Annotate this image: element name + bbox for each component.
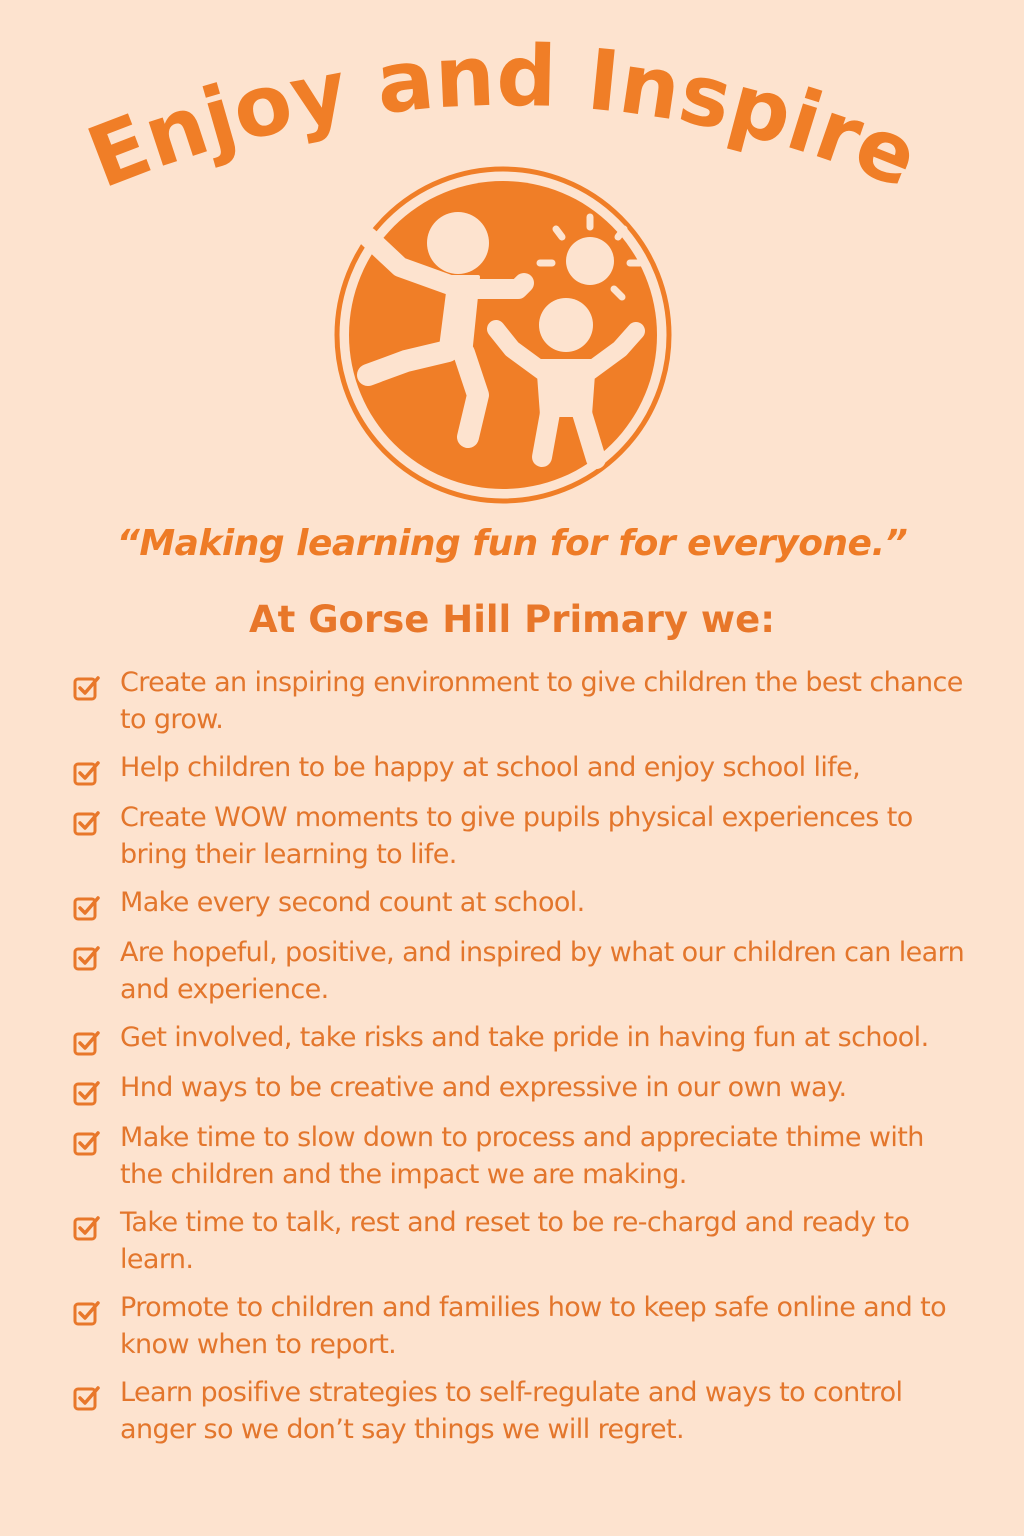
list-item-text: Get involved, take risks and take pride in having fun at school. bbox=[120, 1022, 929, 1053]
checkbox-check-icon bbox=[72, 1128, 102, 1158]
list-item bbox=[72, 664, 972, 738]
tagline: “Making learning fun for for everyone.” bbox=[116, 523, 908, 564]
checkbox-check-icon bbox=[72, 943, 102, 973]
list-item-text: Help children to be happy at school and enjoy school life, bbox=[120, 752, 861, 783]
checkbox-check-icon bbox=[72, 758, 102, 788]
checkbox-check-icon bbox=[72, 893, 102, 923]
list-item-text: Create WOW moments to give pupils physical experiences to bring their learning to life. bbox=[120, 802, 913, 870]
checkbox-check-icon bbox=[72, 1078, 102, 1108]
list-item-text: Make every second count at school. bbox=[120, 887, 585, 918]
list-item-text: Are hopeful, positive, and inspired by what our children can learn and experience. bbox=[120, 937, 965, 1005]
list-heading: At Gorse Hill Primary we: bbox=[248, 598, 776, 641]
list-item-text: Take time to talk, rest and reset to be re-chargd and ready to learn. bbox=[120, 1207, 910, 1275]
list-item bbox=[72, 884, 972, 923]
list-item-text: Promote to children and families how to keep safe online and to know when to report. bbox=[120, 1292, 947, 1360]
list-item bbox=[72, 1069, 972, 1108]
list-item-text: Learn posifive strategies to self-regulate and ways to control anger so we don’t say things we will regret. bbox=[120, 1377, 903, 1445]
list-item bbox=[72, 1289, 972, 1363]
checkbox-check-icon bbox=[72, 673, 102, 703]
list-item bbox=[72, 799, 972, 873]
commitments-list bbox=[72, 664, 972, 1459]
checkbox-check-icon bbox=[72, 1383, 102, 1413]
list-item bbox=[72, 1204, 972, 1278]
list-item-text: Create an inspiring environment to give children the best chance to grow. bbox=[120, 667, 963, 735]
checkbox-check-icon bbox=[72, 1213, 102, 1243]
checkbox-check-icon bbox=[72, 808, 102, 838]
children-playing-sun-icon bbox=[328, 165, 678, 505]
list-item bbox=[72, 1374, 972, 1448]
title-text: Enjoy and Inspire bbox=[74, 40, 932, 208]
list-item-text: Hnd ways to be creative and expressive in our own way. bbox=[120, 1072, 847, 1103]
checkbox-check-icon bbox=[72, 1028, 102, 1058]
list-item bbox=[72, 1119, 972, 1193]
list-item bbox=[72, 1019, 972, 1058]
list-item bbox=[72, 934, 972, 1008]
checkbox-check-icon bbox=[72, 1298, 102, 1328]
list-item-text: Make time to slow down to process and appreciate thime with the children and the impact we are making. bbox=[120, 1122, 924, 1190]
list-item bbox=[72, 749, 972, 788]
